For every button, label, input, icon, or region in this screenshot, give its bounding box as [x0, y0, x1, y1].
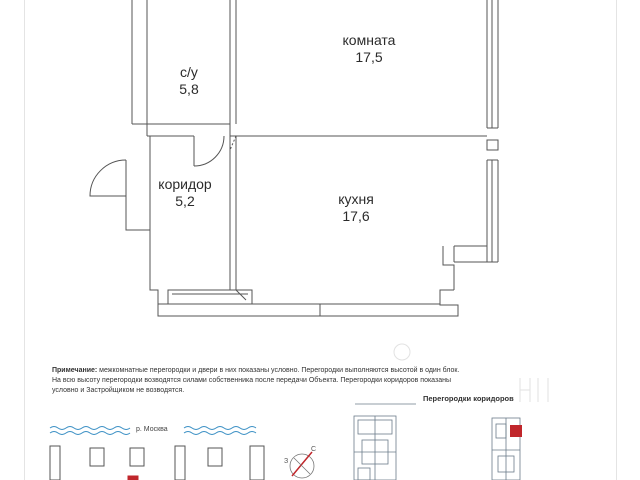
compass-west-label: З	[284, 458, 289, 465]
river-label: р. Москва	[136, 426, 168, 433]
compass-north-label: С	[311, 446, 317, 453]
corridor-partitions-title: Перегородки коридоров	[423, 394, 514, 403]
note-label: Примечание:	[52, 367, 98, 374]
room-name: коридор	[158, 176, 212, 192]
note-line-1: Примечание: межкомнатные перегородки и двери в них показаны условно. Перегородки выполняются высотой в один блок.	[52, 367, 460, 374]
room-area: 17,6	[342, 208, 370, 224]
room-label-bathroom	[162, 64, 216, 98]
room-name: кухня	[338, 191, 374, 207]
room-label-corridor	[146, 176, 224, 210]
room-name: с/у	[180, 64, 198, 80]
balcony	[168, 290, 252, 304]
site-buildings	[50, 446, 264, 480]
corridor-plan-left	[354, 404, 416, 480]
note-line-2: На всю высоту перегородки возводятся силами собственника после передачи Объекта. Перегородки коридоров показаны	[52, 377, 451, 384]
selected-apartment-marker	[510, 425, 522, 437]
room-area: 17,5	[355, 49, 383, 65]
room-area: 5,2	[175, 193, 195, 209]
room-name: комната	[342, 32, 396, 48]
facade-windows	[454, 0, 498, 262]
note-line-3: условно и Застройщиком не возводятся.	[52, 387, 185, 394]
room-label-living	[328, 32, 410, 66]
plan-note	[52, 366, 572, 396]
interior-partitions	[147, 0, 487, 290]
room-label-kitchen	[318, 191, 394, 225]
compass-icon	[290, 452, 314, 478]
room-area: 5,8	[179, 81, 199, 97]
